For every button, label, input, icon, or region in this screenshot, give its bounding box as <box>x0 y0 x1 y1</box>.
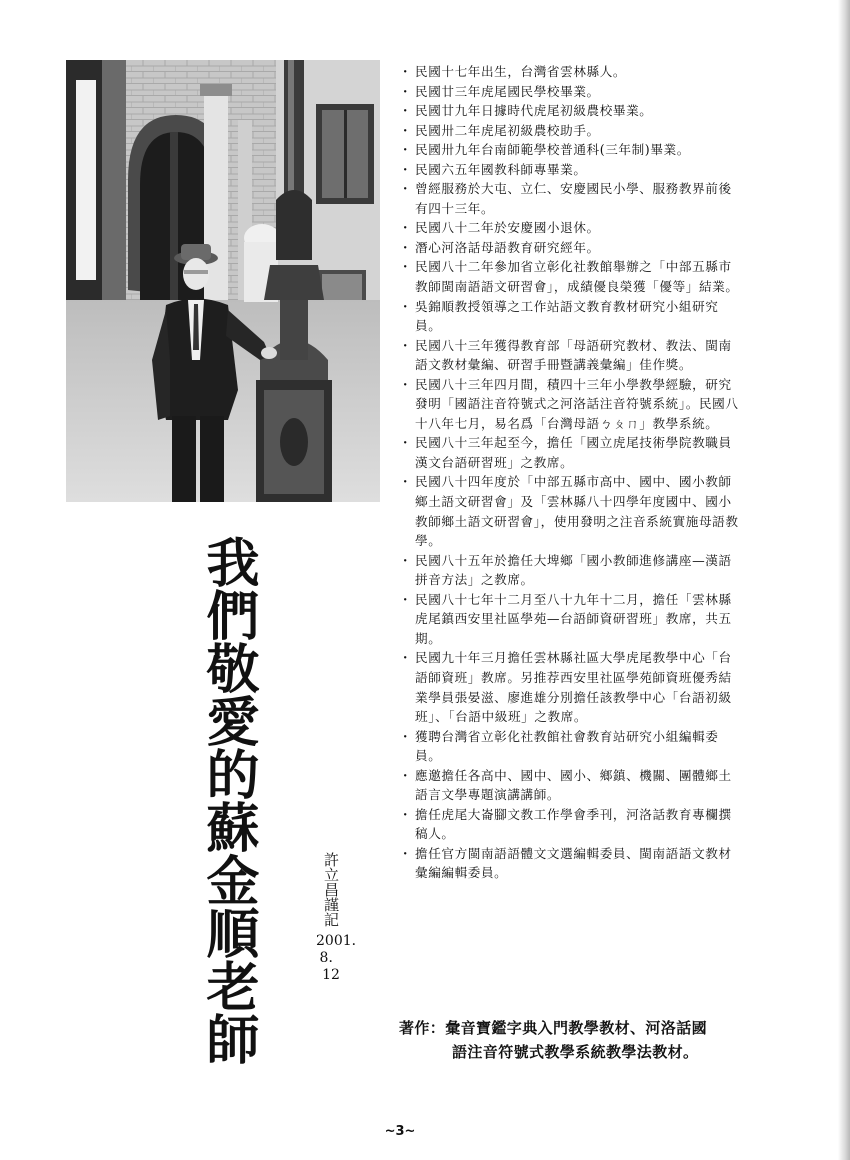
works-line-1: 著作：彙音寶鑑字典入門教學教材、河洛話國 <box>399 1019 708 1037</box>
biography-list <box>398 62 744 883</box>
list-item: · 民國八十三年獲得教育部「母語研究教材、教法、閩南語文教材彙編、研習手冊暨講義彙編」佳作獎。 <box>398 336 744 375</box>
portrait-photo <box>66 60 380 502</box>
list-item: · 應邀擔任各高中、國中、國小、鄉鎮、機關、團體鄉土語言文學專題演講講師。 <box>398 766 744 805</box>
byline-author: 許立昌謹記 <box>322 852 340 927</box>
list-item: · 曾經服務於大屯、立仁、安慶國民小學、服務教界前後有四十三年。 <box>398 179 744 218</box>
list-item: · 民國卅九年台南師範學校普通科(三年制)畢業。 <box>398 140 744 160</box>
byline-date: 2001．8．12 <box>316 933 366 983</box>
list-item: · 民國九十年三月擔任雲林縣社區大學虎尾教學中心「台語師資班」教席。另推荐西安里社區學苑師資班優秀結業學員張晏滋、廖進雄分別擔任該教學中心「台語初級班」、「台語中級班」之教席。 <box>398 648 744 726</box>
scan-edge-shadow <box>838 0 850 1160</box>
list-item: · 擔任官方閩南語語體文文選編輯委員、閩南語語文教材彙編編輯委員。 <box>398 844 744 883</box>
list-item: · 獲聘台灣省立彰化社教館社會教育站研究小組編輯委員。 <box>398 727 744 766</box>
list-item: · 民國八十五年於擔任大埤鄉「國小教師進修講座—漢語拼音方法」之教席。 <box>398 551 744 590</box>
list-item: · 吳錦順教授領導之工作站語文教育教材研究小組研究員。 <box>398 297 744 336</box>
byline <box>316 852 366 984</box>
list-item: · 民國八十七年十二月至八十九年十二月，擔任「雲林縣虎尾鎮西安里社區學苑—台語師資研習班」教席，共五期。 <box>398 590 744 649</box>
page-title: 我們敬愛的蘇金順老師 <box>198 535 259 1065</box>
list-item: · 民國十七年出生，台灣省雲林縣人。 <box>398 62 744 82</box>
list-item: · 民國八十三年起至今，擔任「國立虎尾技術學院教職員漢文台語研習班」之教席。 <box>398 433 744 472</box>
page-number: ~3~ <box>384 1124 416 1139</box>
list-item: · 民國六五年國教科師專畢業。 <box>398 160 744 180</box>
list-item: · 民國八十二年於安慶國小退休。 <box>398 218 744 238</box>
works-section <box>399 1016 759 1064</box>
list-item: · 民國廿九年日據時代虎尾初級農校畢業。 <box>398 101 744 121</box>
list-item: · 民國卅二年虎尾初級農校助手。 <box>398 121 744 141</box>
list-item: · 民國八十三年四月間，積四十三年小學教學經驗，研究發明「國語注音符號式之河洛話注音符號系統」。民國八十八年七月，易名爲「台灣母語ㄅㄆㄇ」教學系統。 <box>398 375 744 434</box>
list-item: · 民國廿三年虎尾國民學校畢業。 <box>398 82 744 102</box>
list-item: · 民國八十四年度於「中部五縣市高中、國中、國小教師鄉土語文研習會」及「雲林縣八十四學年度國中、國小教師鄉土語文研習會」，使用發明之注音系統實施母語教學。 <box>398 472 744 550</box>
list-item: · 擔任虎尾大崙腳文教工作學會季刊，河洛話教育專欄撰稿人。 <box>398 805 744 844</box>
list-item: · 民國八十二年參加省立彰化社教館舉辦之「中部五縣市教師閩南語語文研習會」，成績優良榮獲「優等」結業。 <box>398 257 744 296</box>
works-line-2: 語注音符號式教學系統教學法教材。 <box>452 1043 699 1061</box>
list-item: · 潛心河洛話母語教育研究經年。 <box>398 238 744 258</box>
